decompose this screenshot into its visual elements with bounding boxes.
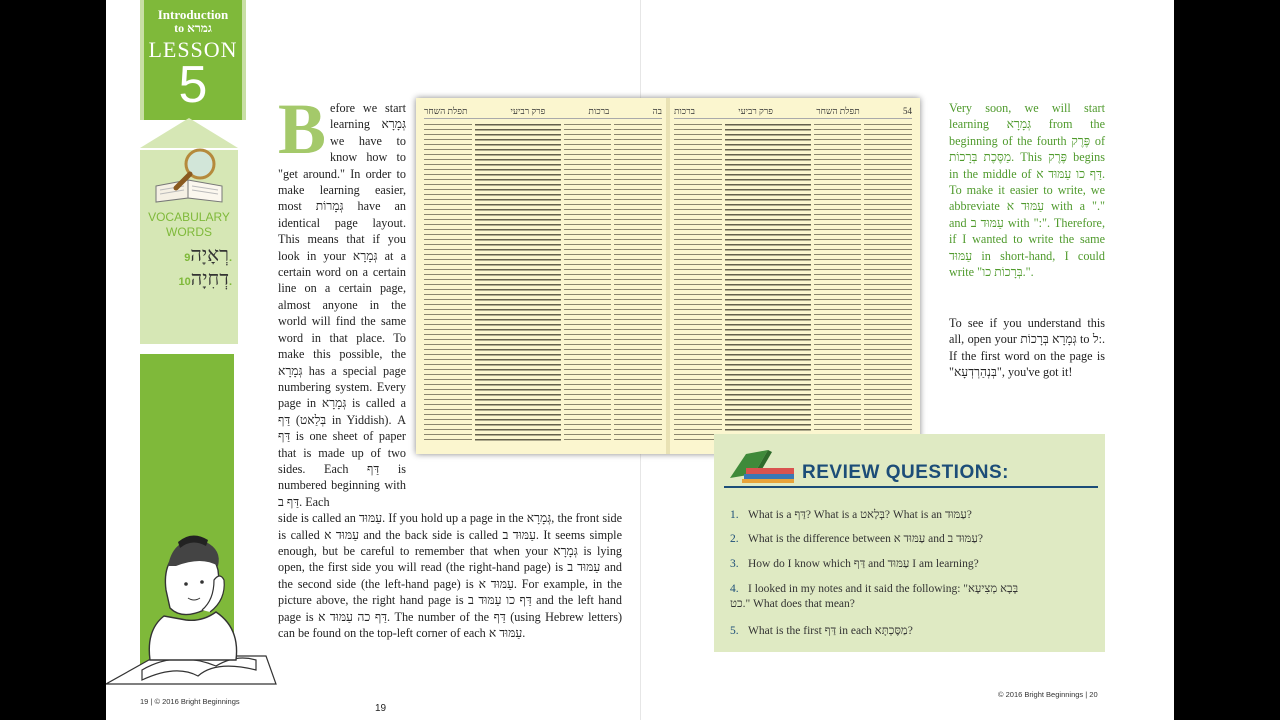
gemara-page-image <box>416 98 920 454</box>
page-number: 19 <box>375 703 387 714</box>
question-number: 4. <box>730 583 739 595</box>
gemara-column <box>475 122 561 444</box>
question-text: How do I know which דַּף and עַמּוּד I am learning? <box>748 558 979 570</box>
review-question <box>730 532 1090 547</box>
question-number: 1. <box>730 509 739 521</box>
gemara-header-text: ברכות <box>588 106 610 116</box>
question-text: I looked in my notes and it said the following: "בָּבָא מְצִיעָא כט." What does that mean? <box>730 583 1019 610</box>
question-text: What is the first דַּף in each מַסֶּכְתָּא? <box>748 625 913 637</box>
chevron-shape <box>140 118 238 148</box>
question-text: What is the difference between עַמּוּד א and עַמּוּד ב? <box>748 533 983 545</box>
book-spread <box>106 0 1174 720</box>
review-question <box>730 508 1090 523</box>
wide-paragraph: side is called an עַמּוּד. If you hold up a page in the גְּמָרָא, the front side is called עַמּוּד א and the back side is called עַמּוּד ב. It seems simple enough, but be careful to remember that when your גְּמָרָא is lying open, the first side you will read (the right-hand page) is עַמּוּד ב and the second side (the left-hand page) is עַמּוּד א. For example, in the picture above, the right hand page is דַּף כו עַמּוּד ב and the left hand page is דַּף כה עַמּוּד א. The number of the דַּף (using Hebrew letters) can be found on the top-left corner of each עַמּוּד א. <box>278 511 623 640</box>
gemara-right-header <box>674 106 912 119</box>
gemara-spine <box>666 98 670 454</box>
lesson-label: LESSON <box>148 37 238 62</box>
review-question <box>730 557 1090 572</box>
right-green-paragraph: Very soon, we will start learning גְּמָרָא from the beginning of the fourth פֶּרֶק of מַסֶּכֶת בְּרָכוֹת. This פֶּרֶק begins in the middle of דַּף כו עַמּוּד א. To make it easier to write, we abbreviate עַמּוּד א with a "." and עַמּוּד ב with ":". Therefore, if I wanted to write the same עַמּוּד in short-hand, I could write "בְּרָכוֹת כו.". <box>949 101 1106 280</box>
gemara-left-page <box>424 106 662 444</box>
gemara-right-columns <box>674 122 912 444</box>
gemara-header-text: תפלת השחר <box>424 106 468 116</box>
gemara-column <box>564 122 612 444</box>
book-magnifier-icon <box>152 146 228 204</box>
question-number: 2. <box>730 533 739 545</box>
footer-left: 19 | © 2016 Bright Beginnings <box>140 697 240 706</box>
intro-line-2: to גמרא <box>174 21 212 35</box>
gemara-header-text: פרק רביעי <box>738 106 773 116</box>
vocab-word: רְאָיָה <box>190 244 229 266</box>
footer-right: © 2016 Bright Beginnings | 20 <box>998 690 1098 699</box>
question-text: What is a דַּף? What is a בְּלַאט? What is an עַמּוּד? <box>748 509 972 521</box>
gemara-header-text: פרק רביעי <box>510 106 546 116</box>
gemara-header-text: ברכות <box>674 106 695 116</box>
review-questions-box <box>714 434 1105 652</box>
vocab-item <box>150 268 232 291</box>
gemara-right-page <box>674 106 912 444</box>
gemara-column <box>674 122 722 444</box>
drop-cap: B <box>278 89 327 169</box>
vocab-number: 9. <box>184 252 232 264</box>
vocab-number: 10. <box>178 276 232 288</box>
lesson-number: 5 <box>178 56 208 114</box>
gemara-column <box>424 122 472 444</box>
right-black-paragraph: To see if you understand this all, open your גְּמָרָא בְּרָכוֹת to ל:. If the first word on the page is "בְּנְהַרְדְעָא", you've got it! <box>949 316 1105 380</box>
gemara-column <box>814 122 862 444</box>
gemara-header-text: 54 <box>902 106 912 116</box>
gemara-header-text: תפלת השחר <box>816 106 860 116</box>
review-title-underline <box>724 486 1098 488</box>
gemara-left-columns <box>424 122 662 444</box>
review-question <box>730 624 1090 639</box>
gemara-column <box>864 122 912 444</box>
vocabulary-title-line2: WORDS <box>166 225 212 239</box>
boy-reading-illustration <box>106 520 278 690</box>
question-number: 5. <box>730 625 739 637</box>
lesson-header <box>140 0 246 120</box>
gemara-column <box>614 122 662 444</box>
question-number: 3. <box>730 558 739 570</box>
vocabulary-title-line1: VOCABULARY <box>148 210 230 224</box>
gemara-column <box>725 122 811 444</box>
narrow-text-block <box>278 89 406 510</box>
intro-line-1: Introduction <box>157 7 229 22</box>
gemara-left-header <box>424 106 662 119</box>
vocab-word: דְחִיָה <box>190 268 229 290</box>
vocab-item <box>150 244 232 267</box>
review-title: REVIEW QUESTIONS: <box>802 462 1009 483</box>
gemara-header-text: בה <box>652 106 662 116</box>
review-question <box>730 582 1030 612</box>
vocabulary-title <box>140 210 238 240</box>
books-icon <box>728 444 798 484</box>
narrow-paragraph: efore we start learning גְּמָרָא we have to know how to "get around." In order to make learning easier, most גְּמָרוֹת have an identical page layout. This means that if you look in your גְּמָרָא at a certain word on a certain line on a certain page, almost anyone in the world will find the same word in that place. To make this possible, the גְּמָרָא has a special page numbering system. Every page in גְּמָרָא is called a דַּף (בְּלַאט in Yiddish). A דַּף is one sheet of paper that is made up of two sides. Each דַּף is numbered beginning with דַּף ב. Each <box>278 101 406 509</box>
